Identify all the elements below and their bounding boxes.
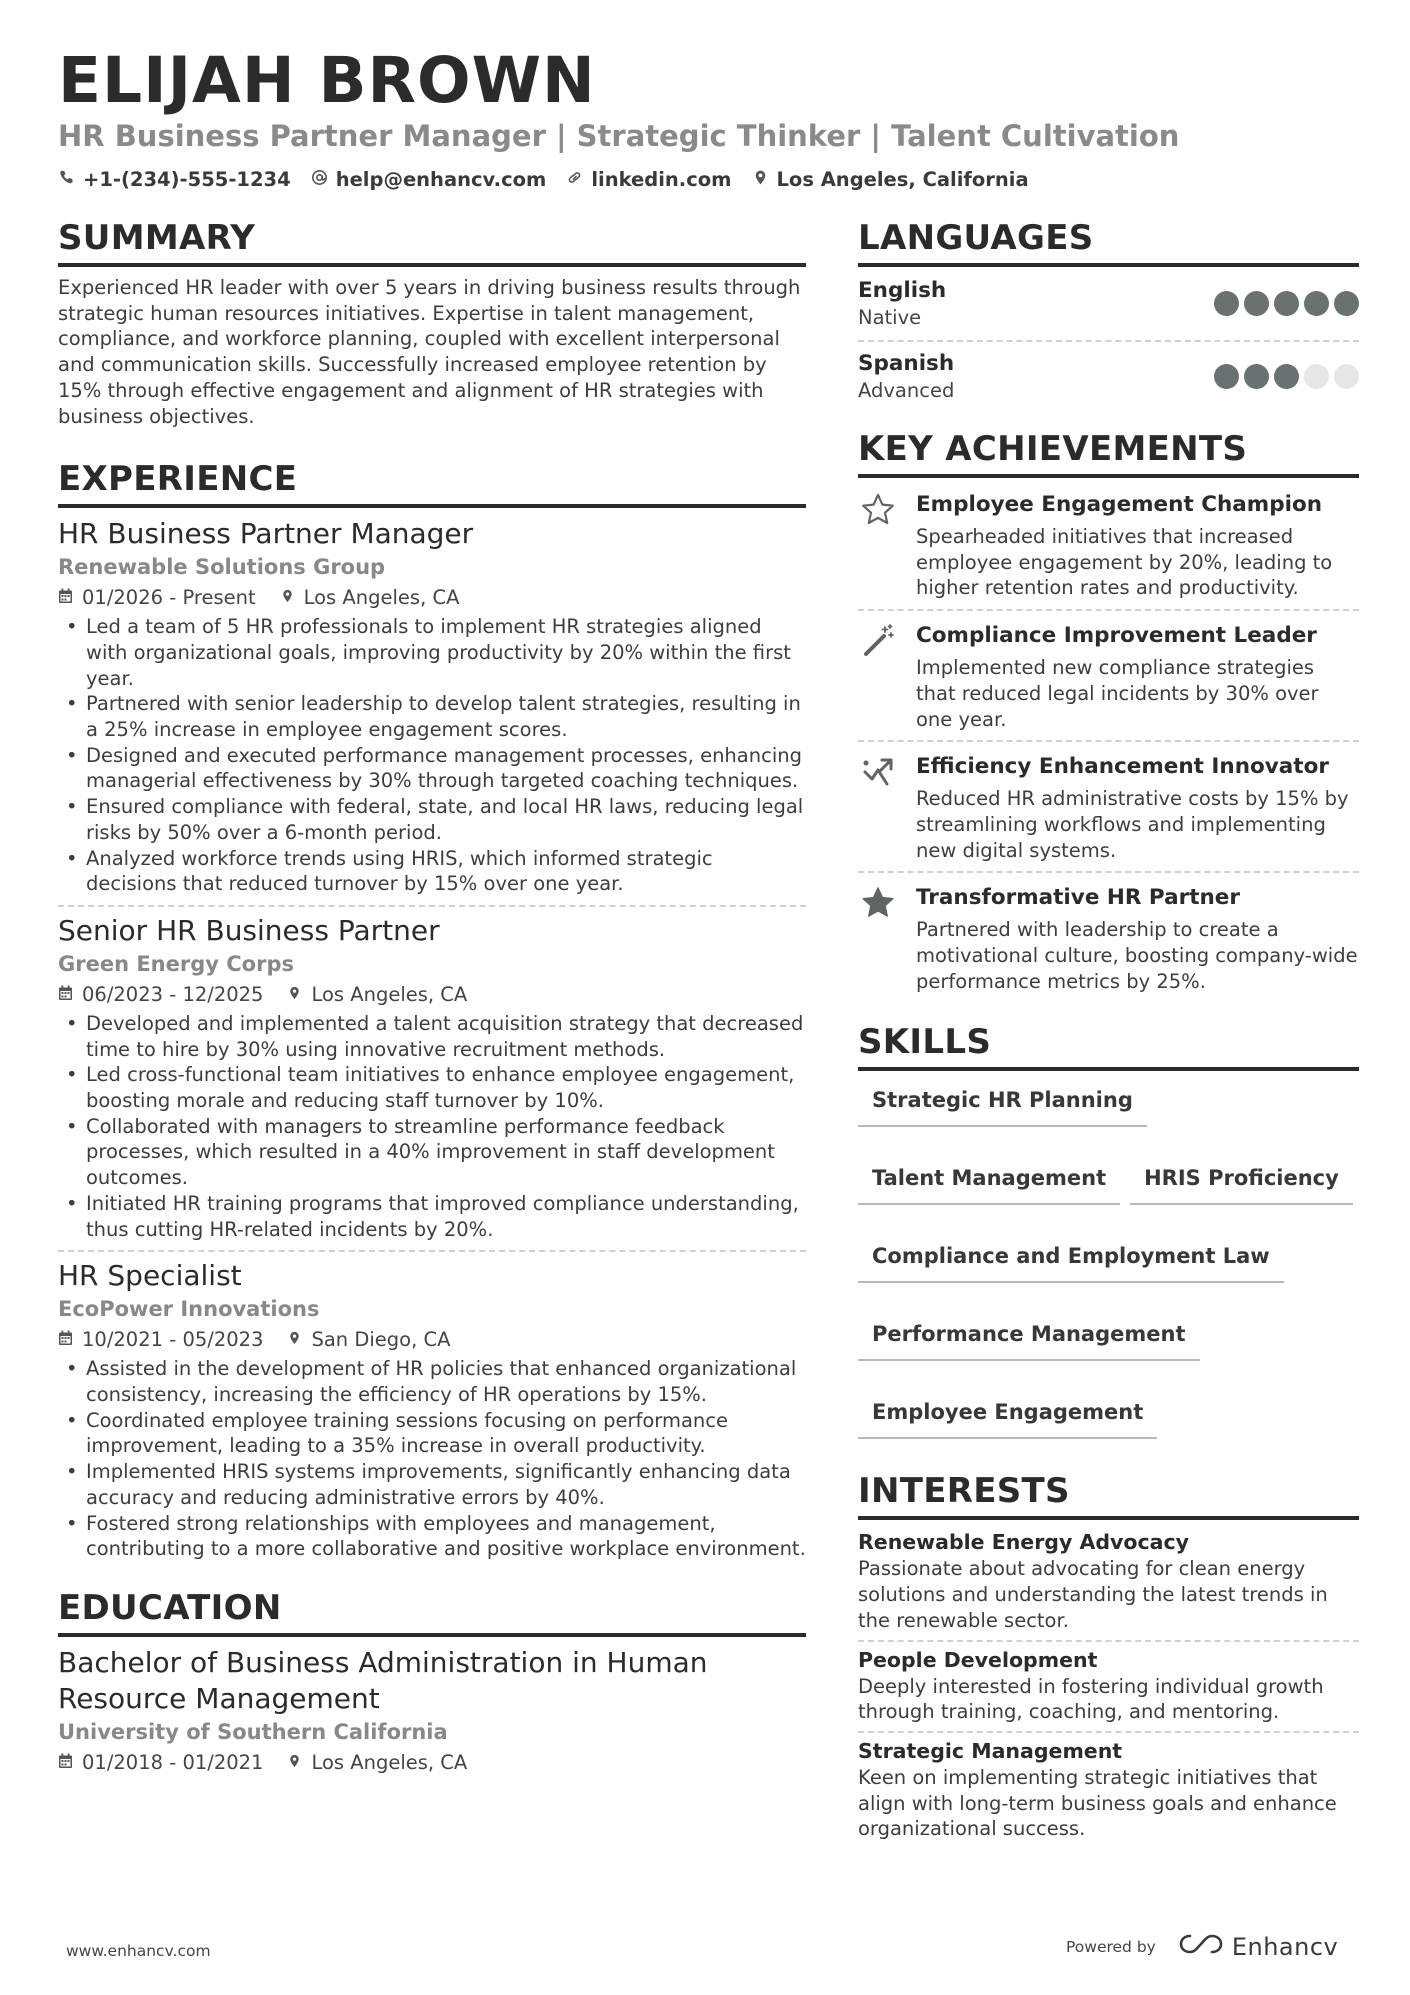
- achievement-item: [858, 617, 1359, 740]
- location-pin-icon: [287, 1749, 302, 1777]
- education-location-text: Los Angeles, CA: [311, 1750, 468, 1774]
- experience-heading: EXPERIENCE: [58, 457, 806, 508]
- summary-heading: SUMMARY: [58, 216, 806, 267]
- education-heading: EDUCATION: [58, 1586, 806, 1637]
- summary-section: [58, 216, 806, 429]
- job-dates-text: 06/2023 - 12/2025: [82, 982, 264, 1006]
- interest-list: [858, 1528, 1359, 1842]
- bullet-item: • Analyzed workforce trends using HRIS, which informed strategic decisions that reduced turnover by 15% over one year.: [58, 846, 806, 897]
- achievement-item: [858, 748, 1359, 871]
- proficiency-dot-filled: [1214, 364, 1239, 389]
- degree: Bachelor of Business Administration in Human Resource Management: [58, 1645, 708, 1715]
- education-dates-text: 01/2018 - 01/2021: [82, 1750, 264, 1774]
- skills-heading: SKILLS: [858, 1020, 1359, 1071]
- language-info: [858, 350, 954, 403]
- job-title: HR Business Partner Manager: [58, 517, 474, 551]
- company-name: Green Energy Corps: [58, 951, 294, 976]
- achievement-text: Partnered with leadership to create a motivational culture, boosting company-wide performance metrics by 25%.: [916, 918, 1358, 993]
- bullet-item: • Ensured compliance with federal, state, and local HR laws, reducing legal risks by 50% over a 6-month period.: [58, 794, 806, 845]
- achievement-title: Compliance Improvement Leader: [916, 623, 1317, 649]
- interests-section: [858, 1469, 1359, 1842]
- achievement-item: [858, 879, 1359, 1002]
- bullet-item: • Fostered strong relationships with employees and management, contributing to a more collaborative and positive workplace environment.: [58, 1511, 806, 1562]
- interest-title: Renewable Energy Advocacy: [858, 1530, 1189, 1555]
- location-pin-icon: [287, 981, 302, 1009]
- achievement-text: Spearheaded initiatives that increased employee engagement by 20%, leading to higher retention rates and productivity.: [916, 525, 1333, 600]
- growth-arrow-icon: [858, 752, 898, 863]
- interests-heading: INTERESTS: [858, 1469, 1359, 1520]
- language-divider: [858, 340, 1359, 342]
- language-level: Native: [858, 306, 922, 329]
- job-list: [58, 516, 806, 1568]
- job-dates: [58, 1326, 263, 1354]
- bullet-item: • Led a team of 5 HR professionals to implement HR strategies aligned with organizational goals, improving productivity by 20% within the first year.: [58, 614, 806, 691]
- left-column: [58, 216, 806, 1777]
- proficiency-dot-filled: [1274, 291, 1299, 316]
- company-name: Renewable Solutions Group: [58, 555, 386, 580]
- job-entry: [58, 913, 806, 1248]
- job-location-text: Los Angeles, CA: [311, 982, 468, 1006]
- calendar-icon: [58, 584, 73, 612]
- job-bullets: [58, 614, 806, 897]
- brand-name: Enhancv: [1231, 1933, 1339, 1961]
- job-entry: [58, 1258, 806, 1568]
- job-entry: [58, 516, 806, 903]
- achievement-body: [916, 883, 1359, 994]
- candidate-name: ELIJAH BROWN: [58, 44, 596, 117]
- brand-logo[interactable]: [1178, 1932, 1338, 1962]
- bullet-item: • Designed and executed performance management processes, enhancing managerial effectiveness by 30% through targeted coaching techniques.: [58, 743, 806, 794]
- skill-tag: Strategic HR Planning: [858, 1085, 1147, 1127]
- bullet-item: • Developed and implemented a talent acquisition strategy that decreased time to hire by 30% using innovative recruitment methods.: [58, 1011, 806, 1062]
- star-filled-icon: [858, 883, 898, 994]
- job-location-text: San Diego, CA: [311, 1328, 451, 1352]
- achievement-list: [858, 486, 1359, 1002]
- footer-website[interactable]: www.enhancv.com: [66, 1942, 211, 1960]
- job-location: [280, 584, 460, 612]
- skill-tag: Talent Management: [858, 1163, 1120, 1205]
- achievement-title: Employee Engagement Champion: [916, 492, 1323, 517]
- contact-location: [752, 168, 1029, 191]
- location-pin-icon: [280, 584, 295, 612]
- proficiency-dot-filled: [1304, 291, 1329, 316]
- achievement-title: Efficiency Enhancement Innovator: [916, 754, 1329, 780]
- achievement-divider: [858, 871, 1359, 873]
- language-name: Spanish: [858, 351, 955, 376]
- job-title: Senior HR Business Partner: [58, 913, 440, 947]
- skill-list: [858, 1079, 1359, 1439]
- phone-text: +1-(234)-555-1234: [83, 168, 291, 191]
- job-meta: [58, 981, 806, 1009]
- interest-text: Passionate about advocating for clean energy solutions and understanding the latest trends in the renewable sector.: [858, 1557, 1328, 1632]
- achievement-body: [916, 490, 1359, 601]
- job-dates-text: 10/2021 - 05/2023: [82, 1328, 264, 1352]
- contact-phone[interactable]: [58, 168, 291, 191]
- achievements-heading: KEY ACHIEVEMENTS: [858, 427, 1359, 478]
- star-outline-icon: [858, 490, 898, 601]
- proficiency-dot-empty: [1304, 364, 1329, 389]
- interest-divider: [858, 1731, 1359, 1733]
- location-text: Los Angeles, California: [776, 168, 1029, 191]
- language-level: Advanced: [858, 379, 955, 402]
- proficiency-dot-empty: [1334, 364, 1359, 389]
- bullet-item: • Partnered with senior leadership to develop talent strategies, resulting in a 25% increase in employee engagement scores.: [58, 691, 806, 742]
- contact-bar: [58, 168, 1029, 191]
- calendar-icon: [58, 1749, 73, 1777]
- achievements-section: [858, 427, 1359, 1002]
- magic-wand-icon: [858, 621, 898, 732]
- job-divider: [58, 1250, 806, 1252]
- headline: HR Business Partner Manager | Strategic Thinker | Talent Cultivation: [58, 119, 1180, 153]
- link-icon: [566, 168, 583, 191]
- achievement-text: Reduced HR administrative costs by 15% by streamlining workflows and implementing new digital systems.: [916, 787, 1349, 862]
- language-row: [858, 348, 1359, 409]
- achievement-divider: [858, 609, 1359, 611]
- job-location: [287, 1326, 450, 1354]
- enhancv-logo-icon: [1178, 1932, 1224, 1962]
- education-meta: [58, 1749, 806, 1777]
- footer-branding: [1066, 1932, 1338, 1962]
- language-list: [858, 275, 1359, 409]
- job-location: [287, 981, 467, 1009]
- achievement-divider: [858, 740, 1359, 742]
- proficiency-dot-filled: [1244, 291, 1269, 316]
- at-icon: [311, 168, 328, 191]
- right-column: [858, 216, 1359, 1842]
- linkedin-text: linkedin.com: [591, 168, 732, 191]
- interest-text: Keen on implementing strategic initiatives that align with long-term business goals and enhance organizational success.: [858, 1765, 1337, 1841]
- powered-by-label: Powered by: [1066, 1938, 1156, 1956]
- languages-section: [858, 216, 1359, 409]
- skill-tag: Performance Management: [858, 1319, 1200, 1361]
- experience-section: [58, 457, 806, 1568]
- bullet-item: • Collaborated with managers to streamline performance feedback processes, which resulted in a 40% improvement in staff development outcomes.: [58, 1114, 806, 1191]
- language-info: [858, 277, 946, 330]
- achievement-title: Transformative HR Partner: [916, 885, 1240, 911]
- school: University of Southern California: [58, 1719, 448, 1744]
- bullet-item: • Implemented HRIS systems improvements, significantly enhancing data accuracy and reducing administrative errors by 40%.: [58, 1459, 806, 1510]
- calendar-icon: [58, 1326, 73, 1354]
- achievement-text: Implemented new compliance strategies that reduced legal incidents by 30% over one year.: [916, 656, 1319, 731]
- achievement-body: [916, 621, 1359, 732]
- job-bullets: [58, 1356, 806, 1562]
- company-name: EcoPower Innovations: [58, 1297, 320, 1322]
- interest-text: Deeply interested in fostering individual growth through training, coaching, and mentoring.: [858, 1674, 1324, 1724]
- proficiency-dot-filled: [1334, 291, 1359, 316]
- phone-icon: [58, 168, 75, 191]
- contact-email[interactable]: [311, 168, 547, 191]
- job-dates-text: 01/2026 - Present: [82, 586, 256, 610]
- job-meta: [58, 1326, 806, 1354]
- education-section: [58, 1586, 806, 1777]
- skill-tag: Compliance and Employment Law: [858, 1241, 1284, 1283]
- job-divider: [58, 905, 806, 907]
- proficiency-dots: [1214, 291, 1359, 316]
- skill-tag: HRIS Proficiency: [1130, 1163, 1353, 1205]
- education-location: [287, 1749, 467, 1777]
- contact-linkedin[interactable]: [566, 168, 731, 191]
- skills-section: [858, 1020, 1359, 1439]
- bullet-item: • Led cross-functional team initiatives to enhance employee engagement, boosting morale and reducing staff turnover by 10%.: [58, 1062, 806, 1113]
- achievement-item: [858, 486, 1359, 609]
- location-pin-icon: [287, 1326, 302, 1354]
- language-name: English: [858, 278, 947, 303]
- languages-heading: LANGUAGES: [858, 216, 1359, 267]
- proficiency-dot-filled: [1274, 364, 1299, 389]
- job-meta: [58, 584, 806, 612]
- interest-divider: [858, 1640, 1359, 1642]
- proficiency-dot-filled: [1244, 364, 1269, 389]
- proficiency-dots: [1214, 364, 1359, 389]
- bullet-item: • Coordinated employee training sessions focusing on performance improvement, leading to a 35% increase in overall productivity.: [58, 1408, 806, 1459]
- language-row: [858, 275, 1359, 336]
- email-text: help@enhancv.com: [335, 168, 547, 191]
- job-bullets: [58, 1011, 806, 1242]
- proficiency-dot-filled: [1214, 291, 1239, 316]
- job-dates: [58, 981, 263, 1009]
- job-location-text: Los Angeles, CA: [303, 586, 460, 610]
- calendar-icon: [58, 981, 73, 1009]
- skill-tag: Employee Engagement: [858, 1397, 1157, 1439]
- interest-title: Strategic Management: [858, 1738, 1123, 1763]
- job-title: HR Specialist: [58, 1259, 242, 1293]
- interest-title: People Development: [858, 1647, 1098, 1672]
- education-dates: [58, 1749, 263, 1777]
- bullet-item: • Initiated HR training programs that improved compliance understanding, thus cutting HR-related incidents by 20%.: [58, 1191, 806, 1242]
- bullet-item: • Assisted in the development of HR policies that enhanced organizational consistency, increasing the efficiency of HR operations by 15%.: [58, 1356, 806, 1407]
- job-dates: [58, 584, 256, 612]
- achievement-body: [916, 752, 1359, 863]
- location-pin-icon: [752, 168, 769, 191]
- summary-text: Experienced HR leader with over 5 years in driving business results through strategic human resources initiatives. Expertise in talent management, compliance, and workforce planning, coupled with excellent interpersonal and communication skills. Successfully increased employee retention by 15% through effective engagement and alignment of HR strategies with business objectives.: [58, 276, 801, 428]
